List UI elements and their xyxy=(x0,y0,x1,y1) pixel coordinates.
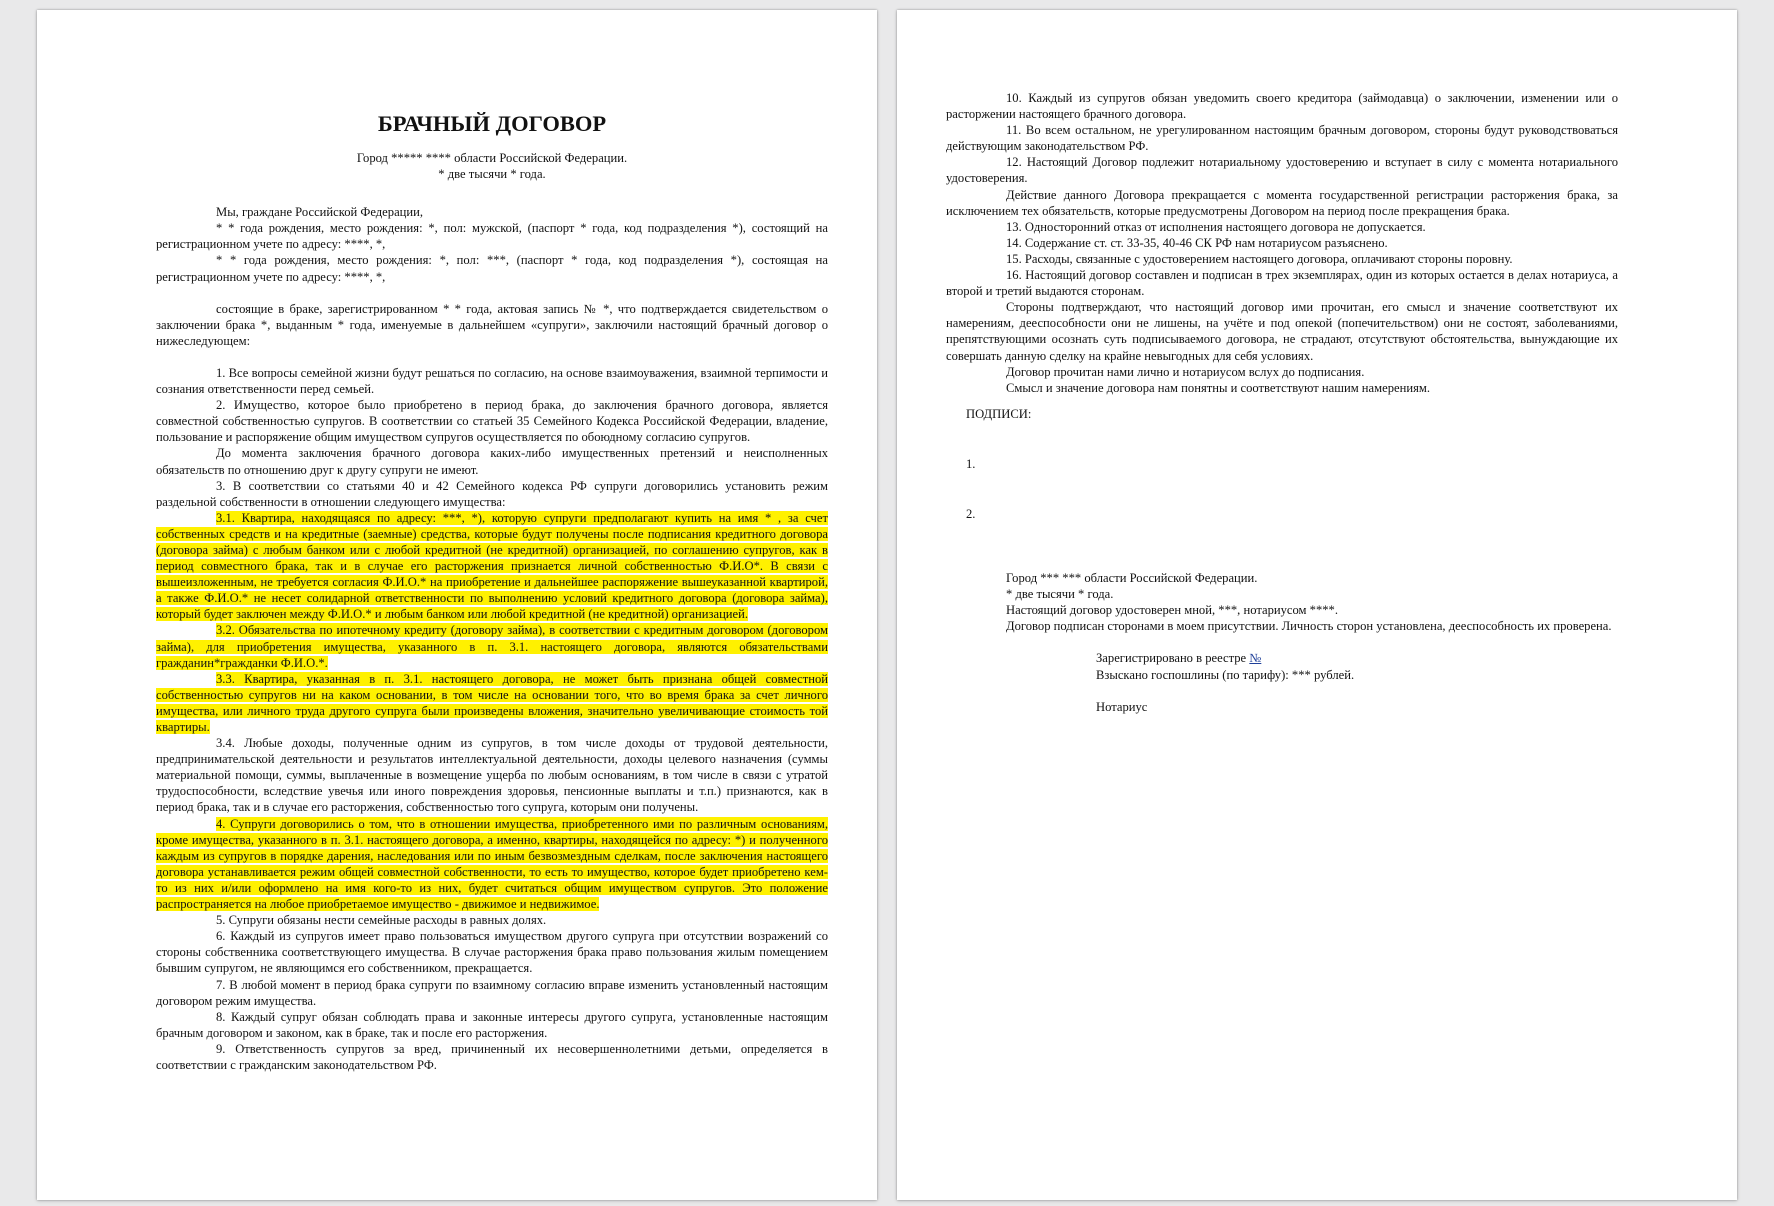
fee-line: Взыскано госпошлины (по тарифу): *** рублей. xyxy=(1096,667,1355,682)
highlight: 4. Супруги договорились о том, что в отношении имущества, приобретенного ими по различным основаниям, кроме имущества, указанного в п. 3.1. настоящего договора, а именно, квартиры, находящейся по адресу: *) и полученного каждым из супругов в порядке дарения, наследования или по иным безвозмездным сделкам, после заключения настоящего договора устанавливается режим общей совместной собственности, то есть то имущество, которое будет приобретено кем-то из них и/или оформлено на имя кого-то из них, будет считаться общим имуществом супругов. Это положение распространяется на любое приобретаемое имущество - движимое и недвижимое. xyxy=(156,816,828,912)
clause-5: 5. Супруги обязаны нести семейные расходы в равных долях. xyxy=(216,913,547,928)
signed-statement: Договор подписан сторонами в моем присутствии. Личность сторон установлена, дееспособность их проверена. xyxy=(1006,619,1612,634)
clause-10: 10. Каждый из супругов обязан уведомить своего кредитора (займодавца) о заключении, изменении или о расторжении настоящего брачного договора. xyxy=(946,91,1618,122)
document-page-2 xyxy=(897,10,1737,1200)
clause-1: 1. Все вопросы семейной жизни будут решаться по согласию, на основе взаимоуважения, взаимной терпимости и сознания ответственности перед семьей. xyxy=(156,365,828,397)
clause-3-3 xyxy=(156,671,828,735)
signature-line-2: 2. xyxy=(966,506,976,521)
clause-9: 9. Ответственность супругов за вред, причиненный их несовершеннолетними детьми, определяется в соответствии с гражданским законодательством РФ. xyxy=(156,1041,828,1072)
marriage-statement: состоящие в браке, зарегистрированном * * года, актовая запись № *, что подтверждается свидетельством о заключении брака *, выданным * года, именуемые в дальнейшем «супруги», заключили настоящий брачный договор о нижеследующем: xyxy=(156,301,828,348)
clause-4 xyxy=(156,816,828,913)
signatures-label: ПОДПИСИ: xyxy=(966,406,1032,421)
notary-date: * две тысячи * года. xyxy=(1006,587,1114,602)
confirmation: Стороны подтверждают, что настоящий договор ими прочитан, его смысл и значение соответствуют их намерениям, дееспособности они не лишены, на учёте и под опекой (попечительством) они не состоят, заболеваниями, препятствующими осознать суть подписываемого договора, не страдают, отсутствуют обстоятельства, вынуждающие их совершать данную сделку на крайне невыгодных для себя условиях. xyxy=(946,300,1618,363)
clause-3-1 xyxy=(156,510,828,623)
intro-line: Мы, граждане Российской Федерации, xyxy=(216,205,424,220)
document-title: БРАЧНЫЙ ДОГОВОР xyxy=(377,111,607,136)
registry-label: Зарегистрировано в реестре xyxy=(1096,651,1250,666)
notary-label: Нотариус xyxy=(1096,699,1148,714)
clause-2: 2. Имущество, которое было приобретено в период брака, до заключения брачного договора, является совместной собственностью супругов. В соответствии со статьей 35 Семейного Кодекса Российской Федерации, владение, пользование и распоряжение общим имуществом супругов осуществляется по обоюдному согласию супругов. xyxy=(156,398,828,445)
clause-12: 12. Настоящий Договор подлежит нотариальному удостоверению и вступает в силу с момента нотариального удостоверения. xyxy=(946,155,1618,186)
highlight: 3.3. Квартира, указанная в п. 3.1. настоящего договора, не может быть признана общей совместной собственностью супругов ни на каком основании, в том числе на основании того, что во время брака за счет личного имущества, или личного труда другого супруга были произведены вложения, значительно увеличивающие стоимость той квартиры. xyxy=(156,671,828,734)
city-line: Город ***** **** области Российской Федерации. xyxy=(356,151,628,165)
date-line: * две тысячи * года. xyxy=(438,167,546,182)
registry-line xyxy=(1096,650,1618,666)
clause-12-note: Действие данного Договора прекращается с момента государственной регистрации расторжения брака, за исключением тех обязательств, которые предусмотрены Договором на период после прекращения брака. xyxy=(946,187,1618,218)
notary-city: Город *** *** области Российской Федерации. xyxy=(1006,571,1258,586)
clause-15: 15. Расходы, связанные с удостоверением настоящего договора, оплачивают стороны поровну. xyxy=(1006,251,1513,266)
clause-8: 8. Каждый супруг обязан соблюдать права и законные интересы другого супруга, установленные настоящим брачным договором и законом, как в браке, так и после его расторжения. xyxy=(156,1009,828,1040)
clause-3: 3. В соответствии со статьями 40 и 42 Семейного кодекса РФ супруги договорились установить режим раздельной собственности в отношении следующего имущества: xyxy=(156,478,828,509)
read-statement: Договор прочитан нами лично и нотариусом вслух до подписания. xyxy=(1006,364,1365,379)
highlight: 3.2. Обязательства по ипотечному кредиту (договору займа), в соответствии с кредитным договором (договором займа), для приобретения имущества, указанного в п. 3.1. настоящего договора, являются обязательствами гражданин*гражданки Ф.И.О.*. xyxy=(156,623,828,670)
registry-number: № xyxy=(1249,651,1262,666)
meaning-statement: Смысл и значение договора нам понятны и соответствуют нашим намерениям. xyxy=(1006,380,1430,395)
clause-2-note: До момента заключения брачного договора каких-либо имущественных претензий и неисполненных обязательств по отношению друг к другу супруги не имеют. xyxy=(156,446,828,477)
page-1-body xyxy=(156,110,828,1073)
spouse-1-details: * * года рождения, место рождения: *, пол: мужской, (паспорт * года, код подразделения *), состоящий на регистрационном учете по адресу: ****, *, xyxy=(156,221,828,252)
signature-line-1: 1. xyxy=(966,456,976,471)
clause-14: 14. Содержание ст. ст. 33-35, 40-46 СК РФ нам нотариусом разъяснено. xyxy=(1006,235,1388,250)
clause-3-4: 3.4. Любые доходы, полученные одним из супругов, в том числе доходы от трудовой деятельности, предпринимательской деятельности и результатов интеллектуальной деятельности, доходы целевого назначения (суммы материальной помощи, суммы, выплаченные в возмещение ущерба по любым основаниям, в том числе в связи с утратой трудоспособности, вследствие увечья или иного повреждения здоровья, пенсионные выплаты и т.п.) признаются, как в период брака, так и в случае его расторжения, собственностью того супруга, которым они получены. xyxy=(156,736,828,815)
clause-11: 11. Во всем остальном, не урегулированном настоящим брачным договором, стороны будут руководствоваться действующим законодательством РФ. xyxy=(946,123,1618,154)
clause-3-2 xyxy=(156,622,828,670)
clause-6: 6. Каждый из супругов имеет право пользоваться имуществом другого супруга при отсутствии возражений со стороны собственника соответствующего имущества. В случае расторжения брака право пользования жилым помещением бывшим супругом, не являющимся его собственником, прекращается. xyxy=(156,929,828,976)
document-page-1 xyxy=(37,10,877,1200)
clause-13: 13. Односторонний отказ от исполнения настоящего договора не допускается. xyxy=(1006,219,1426,234)
clause-16: 16. Настоящий договор составлен и подписан в трех экземплярах, один из которых остается в делах нотариуса, а второй и третий выдаются сторонам. xyxy=(946,268,1618,299)
spouse-2-details: * * года рождения, место рождения: *, пол: ***, (паспорт * года, код подразделения *), состоящая на регистрационном учете по адресу: ****, *, xyxy=(156,253,828,284)
certified-statement: Настоящий договор удостоверен мной, ***, нотариусом ****. xyxy=(1006,603,1339,618)
highlight: 3.1. Квартира, находящаяся по адресу: ***, *), которую супруги предполагают купить на имя * , за счет собственных средств и на кредитные (заемные) средства, которые будут получены после подписания кредитного договора (договора займа) с любым банком или с любой кредитной (не кредитной) организацией, по соглашению супругов, как в период совместного брака, так и в случае его расторжения признается личной собственностью Ф.И.О*. В связи с вышеизложенным, не требуется согласия Ф.И.О.* на приобретение и дальнейшее распоряжение вышеуказанной квартирой, а также Ф.И.О.* не несет солидарной ответственности по выполнению условий кредитного договора (договора займа), который будет заключен между Ф.И.О.* и любым банком или любой кредитной (не кредитной) организацией. xyxy=(156,510,828,622)
clause-7: 7. В любой момент в период брака супруги по взаимному согласию вправе изменить установленный настоящим договором режим имущества. xyxy=(156,977,828,1008)
page-2-body xyxy=(946,90,1618,715)
